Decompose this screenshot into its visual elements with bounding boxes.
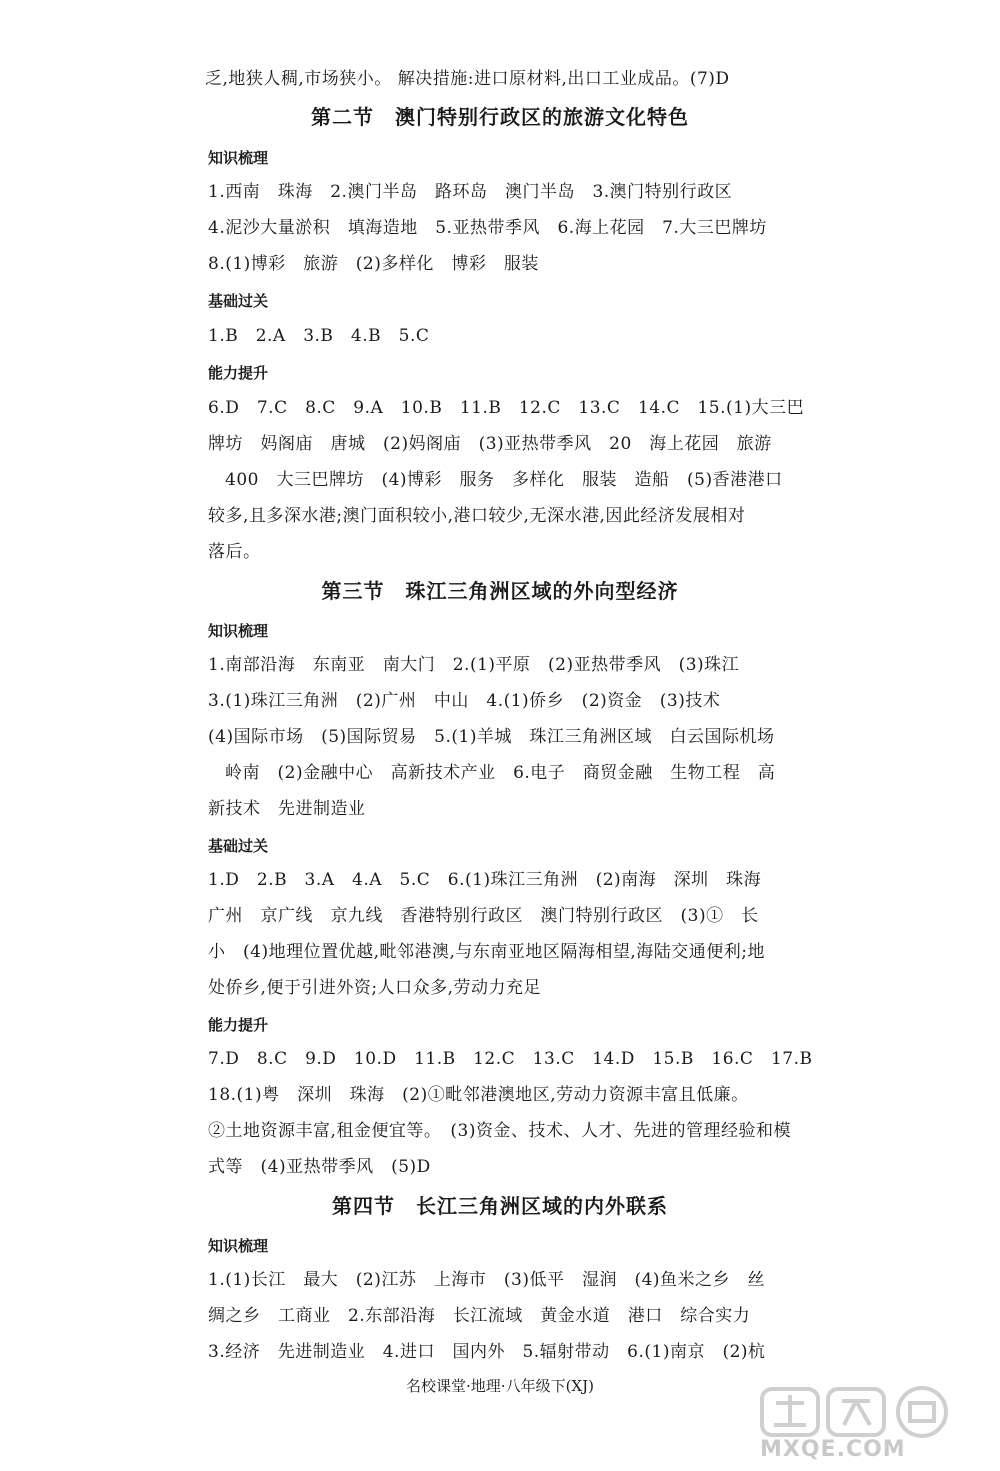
page-footer: 名校课堂·地理·八年级下(XJ) (406, 1377, 594, 1395)
text-line: 400 大三巴牌坊 (4)博彩 服务 多样化 服装 造船 (5)香港港口 (225, 470, 783, 490)
text-line: 1.西南 珠海 2.澳门半岛 路环岛 澳门半岛 3.澳门特别行政区 (208, 182, 733, 202)
watermark-logo (732, 1385, 982, 1467)
text-line: 小 (4)地理位置优越,毗邻港澳,与东南亚地区隔海相望,海陆交通便利;地 (208, 942, 766, 962)
text-line: 广州 京广线 京九线 香港特别行政区 澳门特别行政区 (3)① 长 (208, 906, 759, 926)
subsection-heading: 能力提升 (208, 1016, 269, 1034)
text-line: 3.经济 先进制造业 4.进口 国内外 5.辐射带动 6.(1)南京 (2)杭 (208, 1342, 766, 1362)
text-line: 牌坊 妈阁庙 唐城 (2)妈阁庙 (3)亚热带季风 20 海上花园 旅游 (208, 434, 772, 454)
text-line: 3.(1)珠江三角洲 (2)广州 中山 4.(1)侨乡 (2)资金 (3)技术 (208, 691, 721, 711)
text-line: 绸之乡 工商业 2.东部沿海 长江流域 黄金水道 港口 综合实力 (208, 1306, 751, 1326)
text-line: 较多,且多深水港;澳门面积较小,港口较少,无深水港,因此经济发展相对 (208, 506, 746, 526)
watermark-site: MXQE.COM (760, 1437, 906, 1462)
text-line: 1.B 2.A 3.B 4.B 5.C (208, 326, 430, 346)
subsection-heading: 知识梳理 (208, 149, 269, 167)
text-line: 4.泥沙大量淤积 填海造地 5.亚热带季风 6.海上花园 7.大三巴牌坊 (208, 218, 767, 238)
text-line: 7.D 8.C 9.D 10.D 11.B 12.C 13.C 14.D 15.B 16.C 17.B (208, 1049, 813, 1069)
text-line: 处侨乡,便于引进外资;人口众多,劳动力充足 (208, 978, 542, 998)
text-line: (4)国际市场 (5)国际贸易 5.(1)羊城 珠江三角洲区域 白云国际机场 (208, 727, 775, 747)
subsection-heading: 知识梳理 (208, 622, 269, 640)
text-line: 1.南部沿海 东南亚 南大门 2.(1)平原 (2)亚热带季风 (3)珠江 (208, 655, 740, 675)
text-line: 式等 (4)亚热带季风 (5)D (208, 1157, 431, 1177)
text-line: ②土地资源丰富,租金便宜等。 (3)资金、技术、人才、先进的管理经验和模 (208, 1121, 791, 1141)
text-line: 1.D 2.B 3.A 4.A 5.C 6.(1)珠江三角洲 (2)南海 深圳 珠海 (208, 870, 762, 890)
subsection-heading: 知识梳理 (208, 1237, 269, 1255)
section-title: 第四节 长江三角洲区域的内外联系 (332, 1194, 668, 1218)
text-line: 18.(1)粤 深圳 珠海 (2)①毗邻港澳地区,劳动力资源丰富且低廉。 (208, 1085, 749, 1105)
section-title: 第二节 澳门特别行政区的旅游文化特色 (311, 105, 689, 129)
text-line: 落后。 (208, 542, 261, 562)
text-line: 6.D 7.C 8.C 9.A 10.B 11.B 12.C 13.C 14.C 15.(1)大三巴 (208, 398, 805, 418)
subsection-heading: 基础过关 (208, 292, 269, 310)
subsection-heading: 基础过关 (208, 837, 269, 855)
text-line: 新技术 先进制造业 (208, 799, 366, 819)
text-line: 8.(1)博彩 旅游 (2)多样化 博彩 服装 (208, 254, 539, 274)
text-line: 1.(1)长江 最大 (2)江苏 上海市 (3)低平 湿润 (4)鱼米之乡 丝 (208, 1270, 766, 1290)
text-line: 乏,地狭人稠,市场狭小。 解决措施:进口原材料,出口工业成品。(7)D (205, 69, 730, 89)
text-line: 岭南 (2)金融中心 高新技术产业 6.电子 商贸金融 生物工程 高 (225, 763, 776, 783)
subsection-heading: 能力提升 (208, 364, 269, 382)
section-title: 第三节 珠江三角洲区域的外向型经济 (321, 579, 679, 603)
